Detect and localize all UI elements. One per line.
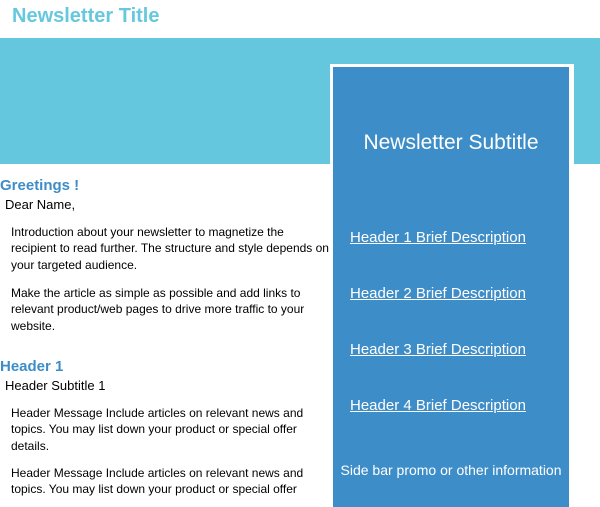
greeting-heading: Greetings ! — [0, 177, 80, 194]
sidebar-link-header-2[interactable]: Header 2 Brief Description — [350, 285, 526, 302]
header-1-message-paragraph: Header Message Include articles on relevant news and topics. You may list down your product or special offer details. — [11, 406, 304, 453]
greeting-salutation: Dear Name, — [5, 197, 76, 212]
sidebar — [330, 64, 574, 504]
greeting-article-paragraph: Make the article as simple as possible and add links to relevant product/web pages to drive more traffic to your website. — [11, 286, 305, 333]
sidebar-panel — [333, 67, 569, 507]
greeting-intro-paragraph: Introduction about your newsletter to magnetize the recipient to read further. The structure and style depends on your targeted audience. — [11, 225, 329, 272]
newsletter-title: Newsletter Title — [12, 5, 160, 27]
sidebar-link-header-4[interactable]: Header 4 Brief Description — [350, 397, 526, 414]
newsletter-subtitle: Newsletter Subtitle — [363, 131, 539, 154]
header-1-heading: Header 1 — [0, 358, 64, 375]
header-1-message-paragraph-2: Header Message Include articles on relevant news and topics. You may list down your product or special offer — [11, 466, 304, 497]
sidebar-promo: Side bar promo or other information — [340, 462, 562, 478]
sidebar-link-header-1[interactable]: Header 1 Brief Description — [350, 229, 526, 246]
sidebar-link-header-3[interactable]: Header 3 Brief Description — [350, 341, 526, 358]
header-1-subtitle: Header Subtitle 1 — [5, 378, 106, 393]
